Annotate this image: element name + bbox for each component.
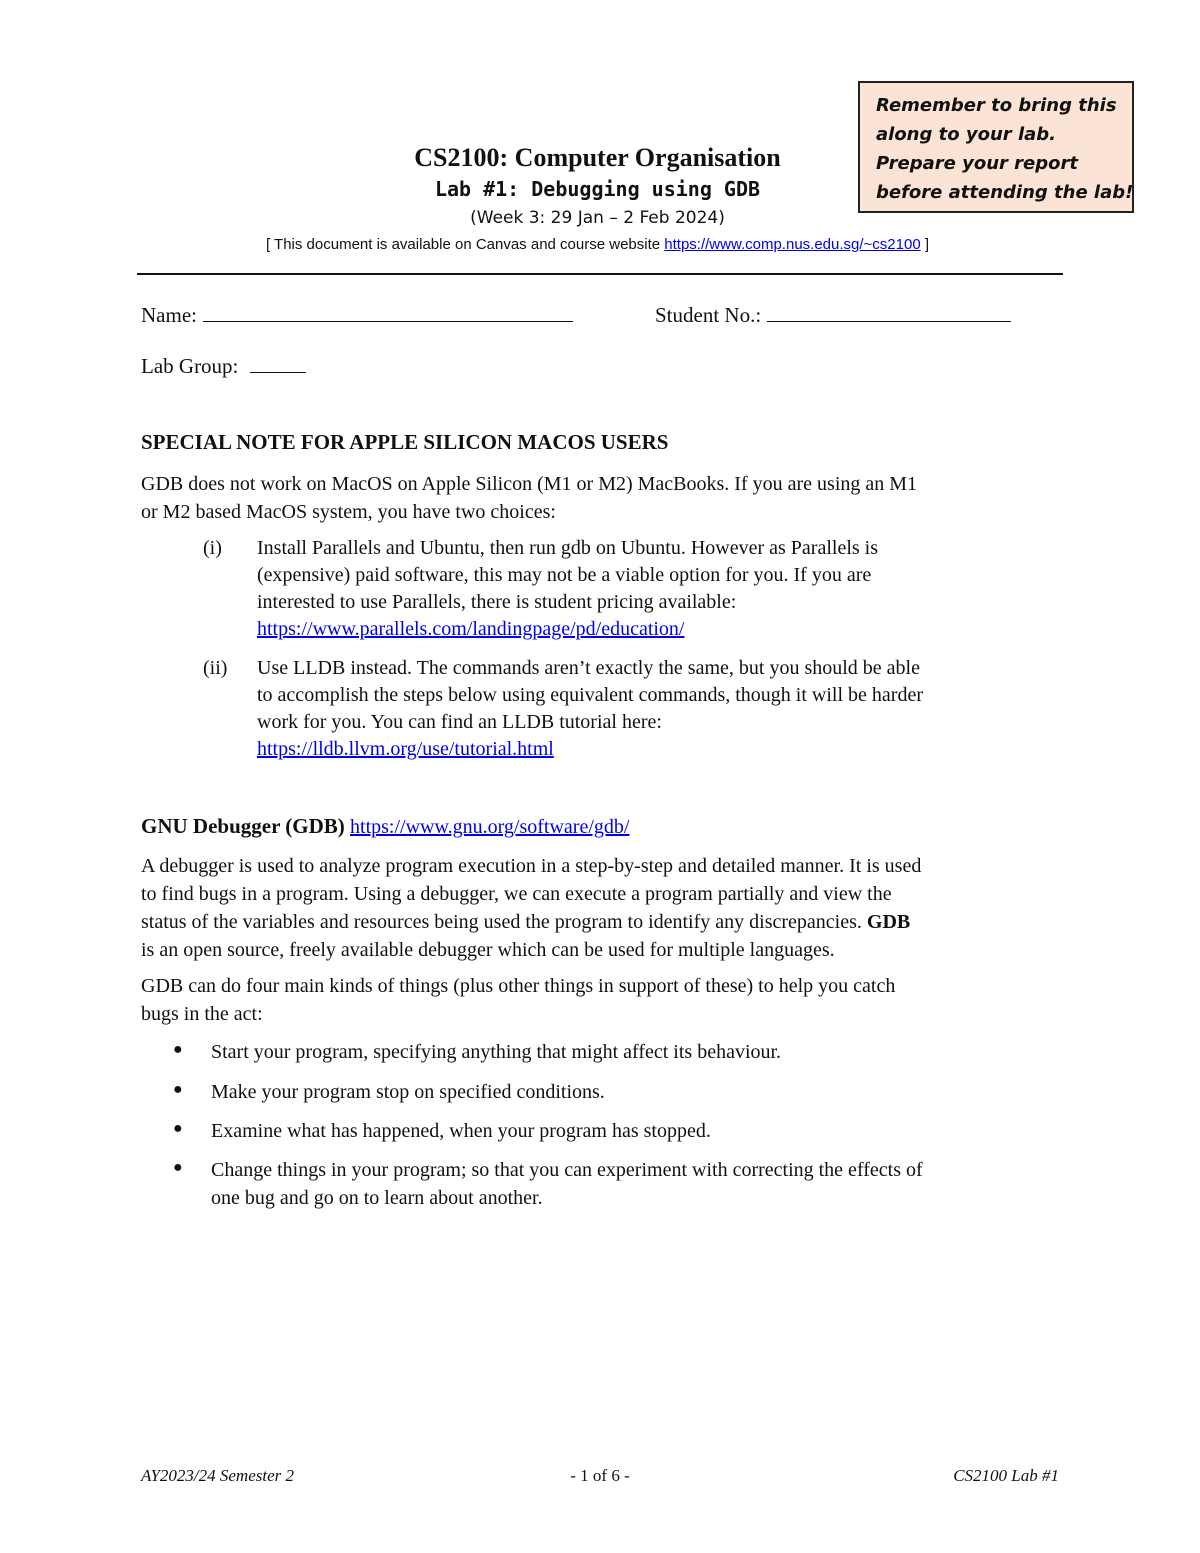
footer-course: CS2100 Lab #1 [953, 1466, 1059, 1485]
paragraph-line: bugs in the act: [141, 1003, 263, 1025]
bullet-item: Make your program stop on specified conditions. [211, 1081, 605, 1103]
reminder-line: along to your lab. [876, 124, 1056, 145]
student-no-field [655, 303, 1011, 328]
lab-subtitle: Lab #1: Debugging using GDB [434, 177, 761, 201]
choice-line: Use LLDB instead. The commands aren’t exactly the same, but you should be able [257, 657, 920, 679]
footer-semester: AY2023/24 Semester 2 [141, 1466, 294, 1485]
gdb-bold: GDB [866, 911, 911, 933]
choice-item [257, 535, 1057, 643]
lab-group-field [141, 354, 306, 379]
gdb-capabilities-paragraph [141, 972, 1071, 1028]
special-note-heading: SPECIAL NOTE FOR APPLE SILICON MACOS USERS [141, 430, 669, 454]
reminder-line: Prepare your report [876, 153, 1078, 174]
student-no-label: Student No.: [655, 303, 762, 327]
choice-line: work for you. You can find an LLDB tutorial here: [257, 711, 662, 733]
week-dates: (Week 3: 29 Jan – 2 Feb 2024) [470, 208, 725, 228]
bullet-icon: ● [173, 1159, 183, 1176]
availability-suffix: ] [920, 236, 930, 253]
paragraph-line: is an open source, freely available debugger which can be used for multiple languages. [141, 939, 835, 961]
page-title: CS2100: Computer Organisation [414, 143, 781, 172]
footer-page-number: - 1 of 6 - [570, 1466, 630, 1485]
paragraph-line: to find bugs in a program. Using a debugger, we can execute a program partially and view the [141, 883, 892, 905]
paragraph-line [141, 908, 1071, 936]
name-blank[interactable] [203, 305, 573, 322]
choice-number: (i) [203, 537, 222, 559]
choice-line: interested to use Parallels, there is student pricing available: [257, 591, 737, 613]
bullet-line: one bug and go on to learn about another. [211, 1187, 543, 1209]
student-no-blank[interactable] [767, 305, 1011, 322]
course-website-link[interactable]: https://www.comp.nus.edu.sg/~cs2100 [664, 236, 921, 253]
availability-prefix: [ This document is available on Canvas and course website [265, 236, 665, 253]
reminder-line: before attending the lab! [876, 182, 1134, 203]
bullet-line: Change things in your program; so that you can experiment with correcting the effects of [211, 1159, 923, 1181]
availability-note [0, 236, 1195, 253]
gdb-intro-paragraph [141, 852, 1071, 964]
bullet-icon: ● [173, 1041, 183, 1058]
bullet-item [211, 1156, 1071, 1212]
gdb-website-link[interactable]: https://www.gnu.org/software/gdb/ [350, 816, 630, 838]
bullet-icon: ● [173, 1120, 183, 1137]
lab-group-label: Lab Group: [141, 354, 239, 378]
paragraph-text: status of the variables and resources being used the program to identify any discrepancies. [141, 911, 862, 933]
bullet-icon: ● [173, 1081, 183, 1098]
reminder-line: Remember to bring this [876, 95, 1117, 116]
name-field [141, 303, 573, 328]
choice-line: (expensive) paid software, this may not be a viable option for you. If you are [257, 564, 872, 586]
choice-line: to accomplish the steps below using equivalent commands, though it will be harder [257, 684, 923, 706]
paragraph-line: GDB can do four main kinds of things (plus other things in support of these) to help you catch [141, 975, 896, 997]
bullet-item: Start your program, specifying anything that might affect its behaviour. [211, 1041, 782, 1063]
choice-item [257, 655, 1057, 763]
lab-group-blank[interactable] [250, 356, 306, 373]
name-label: Name: [141, 303, 197, 327]
paragraph-line: A debugger is used to analyze program execution in a step-by-step and detailed manner. It is used [141, 855, 922, 877]
bullet-item: Examine what has happened, when your program has stopped. [211, 1120, 711, 1142]
gdb-heading-row [141, 814, 629, 839]
special-note-intro [141, 470, 1071, 526]
intro-line: or M2 based MacOS system, you have two choices: [141, 501, 556, 523]
intro-line: GDB does not work on MacOS on Apple Silicon (M1 or M2) MacBooks. If you are using an M1 [141, 473, 918, 495]
choice-number: (ii) [203, 657, 228, 679]
parallels-link[interactable]: https://www.parallels.com/landingpage/pd/education/ [257, 618, 685, 640]
header-divider [137, 273, 1063, 275]
gdb-heading: GNU Debugger (GDB) [141, 814, 345, 838]
lldb-tutorial-link[interactable]: https://lldb.llvm.org/use/tutorial.html [257, 738, 554, 760]
choice-line: Install Parallels and Ubuntu, then run gdb on Ubuntu. However as Parallels is [257, 537, 878, 559]
